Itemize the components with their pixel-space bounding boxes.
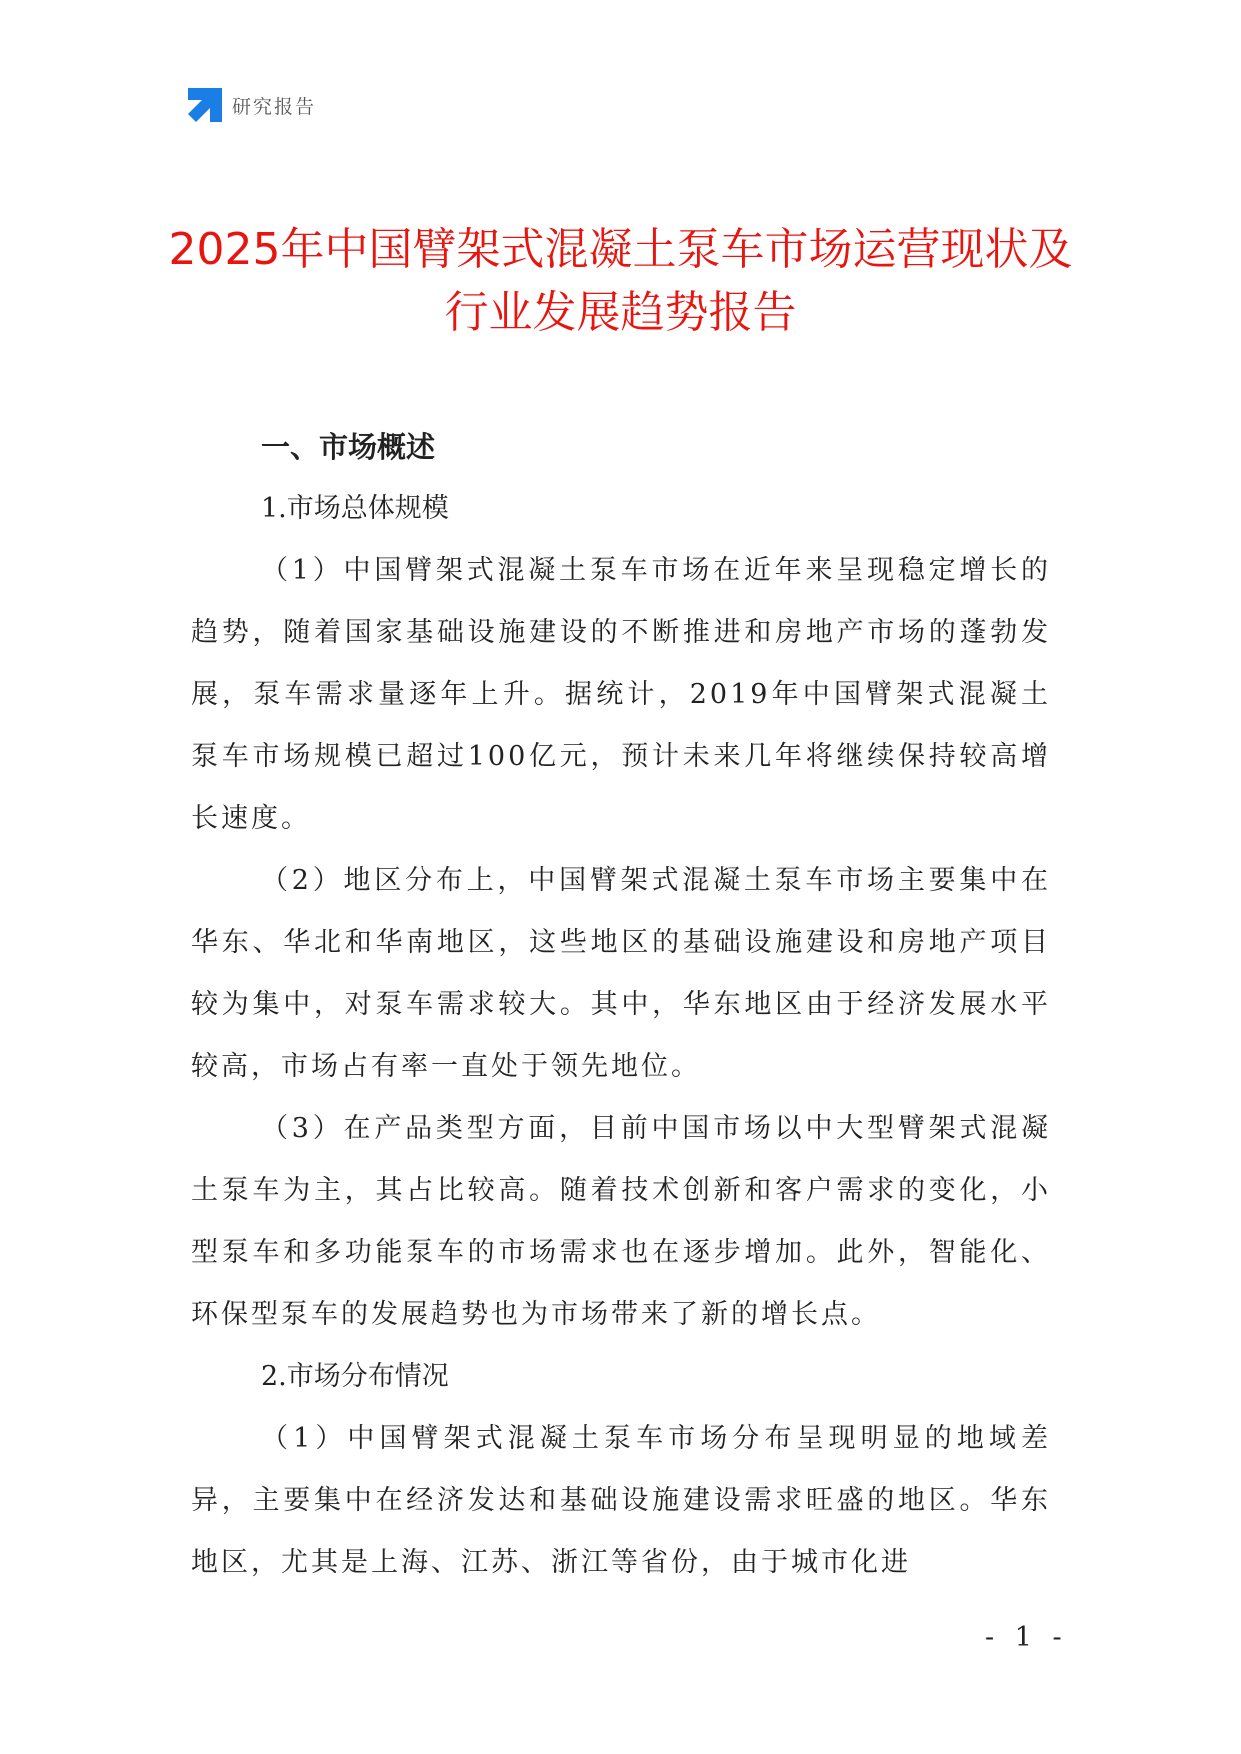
subsection-heading-market-size: 1.市场总体规模 — [261, 493, 449, 524]
document-body — [191, 416, 1051, 1594]
arrow-logo-icon — [188, 88, 222, 122]
paragraph: （3）在产品类型方面，目前中国市场以中大型臂架式混凝土泵车为主，其占比较高。随着技术创新和客户需求的变化，小型泵车和多功能泵车的市场需求也在逐步增加。此外，智能化、环保型泵车的发展趋势也为市场带来了新的增长点。 — [191, 1113, 1051, 1330]
paragraph: （1）中国臂架式混凝土泵车市场分布呈现明显的地域差异，主要集中在经济发达和基础设施建设需求旺盛的地区。华东地区，尤其是上海、江苏、浙江等省份，由于城市化进 — [191, 1423, 1051, 1578]
header-label: 研究报告 — [232, 95, 317, 118]
page-header — [188, 88, 316, 122]
section-heading-market-overview: 一、市场概述 — [261, 430, 436, 464]
paragraph: （1）中国臂架式混凝土泵车市场在近年来呈现稳定增长的趋势，随着国家基础设施建设的不断推进和房地产市场的蓬勃发展，泵车需求量逐年上升。据统计，2019年中国臂架式混凝土泵车市场规模已超过100亿元，预计未来几年将继续保持较高增长速度。 — [191, 555, 1051, 834]
document-title: 2025年中国臂架式混凝土泵车市场运营现状及行业发展趋势报告 — [168, 224, 1073, 338]
page-number: - 1 - — [985, 1622, 1068, 1653]
subsection-heading-market-distribution: 2.市场分布情况 — [261, 1361, 449, 1392]
paragraph: （2）地区分布上，中国臂架式混凝土泵车市场主要集中在华东、华北和华南地区，这些地区的基础设施建设和房地产项目较为集中，对泵车需求较大。其中，华东地区由于经济发展水平较高，市场占有率一直处于领先地位。 — [191, 865, 1051, 1082]
